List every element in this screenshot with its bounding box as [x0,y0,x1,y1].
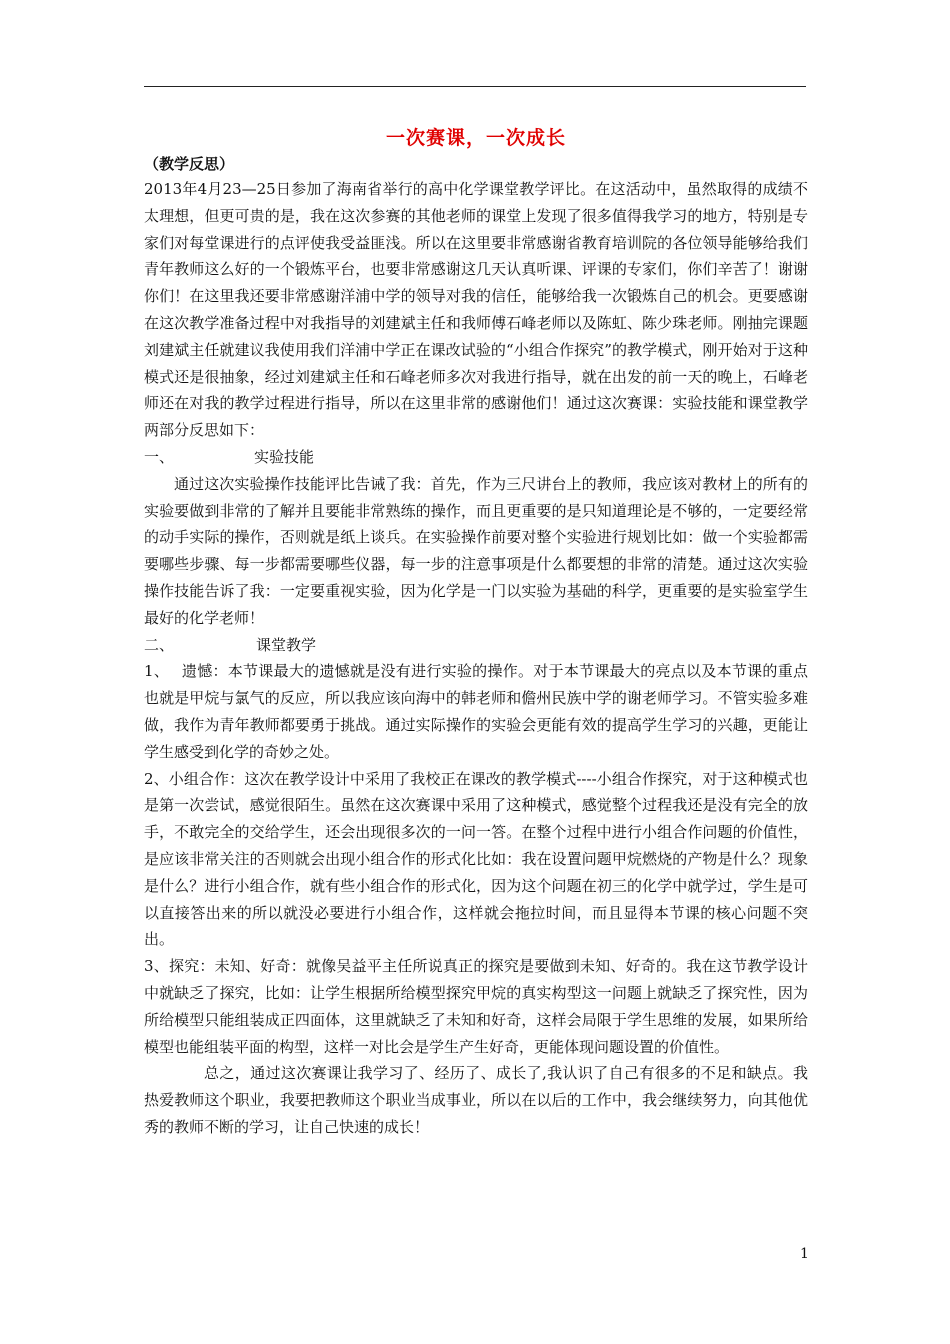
header-rule [144,86,806,87]
section1-paragraph: 通过这次实验操作技能评比告诫了我：首先，作为三尺讲台上的教师，我应该对教材上的所有的实验要做到非常的了解并且要能非常熟练的操作，而且更重要的是只知道理论是不够的，一定要经常的动手实际的操作，否则就是纸上谈兵。在实验操作前要对整个实验进行规划比如：做一个实验都需要哪些步骤、每一步都需要哪些仪器，每一步的注意事项是什么都要想的非常的清楚。通过这次实验操作技能告诉了我：一定要重视实验，因为化学是一门以实验为基础的科学，更重要的是实验室学生最好的化学老师！ [144,474,808,627]
section-heading-1 [144,444,808,471]
document-tag: （教学反思） [144,155,235,173]
page-number: 1 [800,1246,809,1262]
conclusion-paragraph: 总之，通过这次赛课让我学习了、经历了、成长了,我认识了自己有很多的不足和缺点。我热爱教师这个职业，我要把教师这个职业当成事业，所以在以后的工作中，我会继续努力，向其他优秀的教师不断的学习，让自己快速的成长！ [144,1064,808,1136]
section-title: 课堂教学 [256,635,317,654]
document-body [144,126,808,1141]
section-heading-2 [144,632,808,659]
list-item-3: 3、探究：未知、好奇：就像吴益平主任所说真正的探究是要做到未知、好奇的。我在这节教学设计中就缺乏了探究，比如：让学生根据所给模型探究甲烷的真实构型这一问题上就缺乏了探究性，因为所给模型只能组装成正四面体，这里就缺乏了未知和好奇，这样会局限于学生思维的发展，如果所给模型也能组装平面的构型，这样一对比会是学生产生好奇，更能体现问题设置的价值性。 [144,957,808,1056]
section-number: 一、 [144,447,175,466]
list-item-2: 2、小组合作：这次在教学设计中采用了我校正在课改的教学模式----小组合作探究，对于这种模式也是第一次尝试，感觉很陌生。虽然在这次赛课中采用了这种模式，感觉整个过程我还是没有完全的放手，不敢完全的交给学生，还会出现很多次的一问一答。在整个过程中进行小组合作问题的价值性，是应该非常关注的否则就会出现小组合作的形式化比如：我在设置问题甲烷燃烧的产物是什么？现象是什么？进行小组合作，就有些小组合作的形式化，因为这个问题在初三的化学中就学过，学生是可以直接答出来的所以就没必要进行小组合作，这样就会拖拉时间，而且显得本节课的核心问题不突出。 [144,769,808,949]
section-title: 实验技能 [254,447,315,466]
section-number: 二、 [144,635,175,654]
document-title: 一次赛课，一次成长 [385,127,566,149]
list-item-1: 1、 遗憾：本节课最大的遗憾就是没有进行实验的操作。对于本节课最大的亮点以及本节课的重点也就是甲烷与氯气的反应，所以我应该向海中的韩老师和儋州民族中学的谢老师学习。不管实验多难做，我作为青年教师都要勇于挑战。通过实际操作的实验会更能有效的提高学生学习的兴趣，更能让学生感受到化学的奇妙之处。 [144,662,808,761]
intro-paragraph: 2013年4月23—25日参加了海南省举行的高中化学课堂教学评比。在这活动中，虽然取得的成绩不太理想，但更可贵的是，我在这次参赛的其他老师的课堂上发现了很多值得我学习的地方，特别是专家们对每堂课进行的点评使我受益匪浅。所以在这里要非常感谢省教育培训院的各位领导能够给我们青年教师这么好的一个锻炼平台，也要非常感谢这几天认真听课、评课的专家们，你们辛苦了！谢谢你们！在这里我还要非常感谢洋浦中学的领导对我的信任，能够给我一次锻炼自己的机会。更要感谢在这次教学准备过程中对我指导的刘建斌主任和我师傅石峰老师以及陈虹、陈少珠老师。刚抽完课题刘建斌主任就建议我使用我们洋浦中学正在课改试验的“小组合作探究”的教学模式，刚开始对于这种模式还是很抽象，经过刘建斌主任和石峰老师多次对我进行指导，就在出发的前一天的晚上，石峰老师还在对我的教学过程进行指导，所以在这里非常的感谢他们！通过这次赛课：实验技能和课堂教学两部分反思如下： [144,180,808,440]
